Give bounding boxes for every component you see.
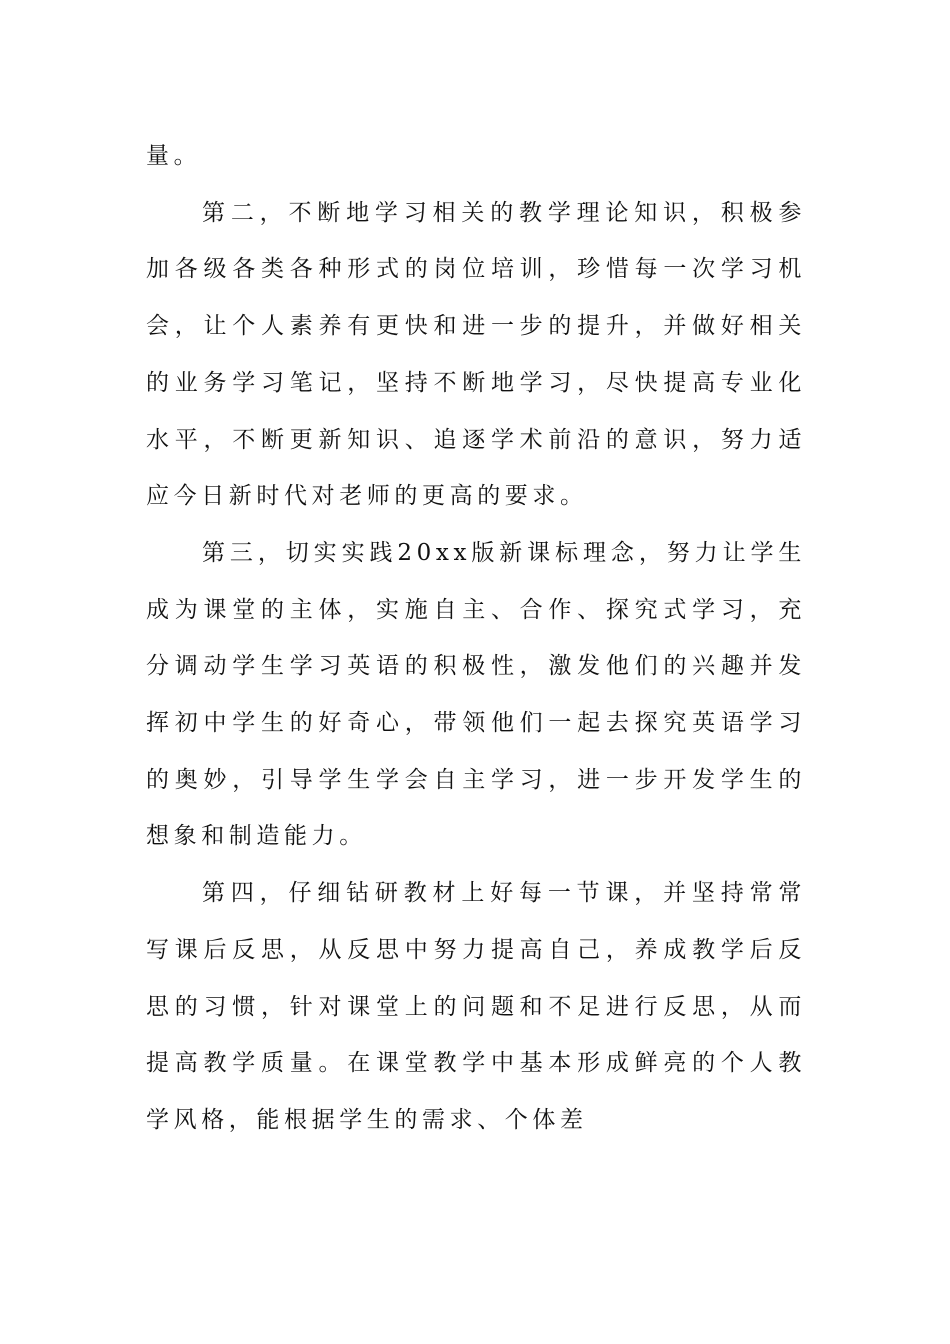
paragraph-fourth: 第四，仔细钻研教材上好每一节课，并坚持常常写课后反思，从反思中努力提高自己，养成教学后反思的习惯，针对课堂上的问题和不足进行反思，从而提高教学质量。在课堂教学中基本形成鲜亮的个人教学风格，能根据学生的需求、个体差 [146,880,806,1133]
document-body [146,128,806,1149]
paragraph-second: 第二，不断地学习相关的教学理论知识，积极参加各级各类各种形式的岗位培训，珍惜每一次学习机会，让个人素养有更快和进一步的提升，并做好相关的业务学习笔记，坚持不断地学习，尽快提高专业化水平，不断更新知识、追逐学术前沿的意识，努力适应今日新时代对老师的更高的要求。 [146,199,806,510]
paragraph-third: 第三，切实实践20xx版新课标理念，努力让学生成为课堂的主体，实施自主、合作、探究式学习，充分调动学生学习英语的积极性，激发他们的兴趣并发挥初中学生的好奇心，带领他们一起去探究英语学习的奥妙，引导学生学会自主学习，进一步开发学生的想象和制造能力。 [146,539,806,850]
paragraph-continuation: 量。 [146,143,202,169]
